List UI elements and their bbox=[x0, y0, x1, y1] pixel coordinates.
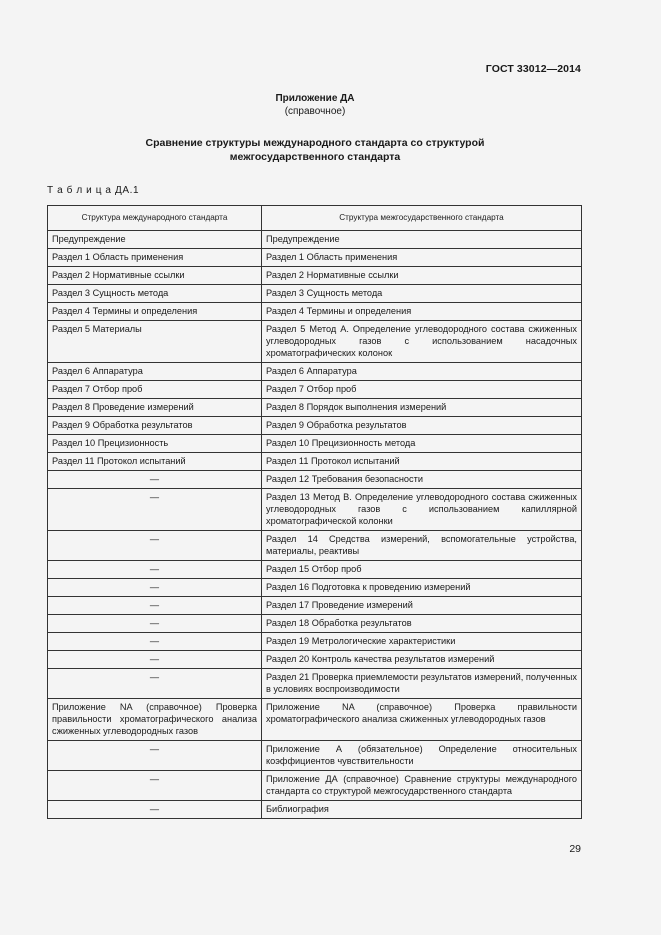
cell-international: Раздел 1 Область применения bbox=[48, 249, 262, 267]
cell-international: — bbox=[48, 801, 262, 819]
table-row bbox=[48, 615, 582, 633]
table-row bbox=[48, 363, 582, 381]
table-row bbox=[48, 597, 582, 615]
page-title-line-2: межгосударственного стандарта bbox=[229, 151, 401, 163]
table-row bbox=[48, 741, 582, 771]
table-row bbox=[48, 267, 582, 285]
cell-interstate: Раздел 15 Отбор проб bbox=[262, 561, 582, 579]
table-row bbox=[48, 285, 582, 303]
cell-interstate: Приложение NA (справочное) Проверка правильности хроматографического анализа сжиженных углеводородных газов bbox=[262, 699, 582, 741]
table-row bbox=[48, 699, 582, 741]
table-row bbox=[48, 489, 582, 531]
table-row bbox=[48, 801, 582, 819]
cell-interstate: Библиография bbox=[262, 801, 582, 819]
cell-interstate: Раздел 4 Термины и определения bbox=[262, 303, 582, 321]
cell-interstate: Раздел 20 Контроль качества результатов измерений bbox=[262, 651, 582, 669]
annex-title: Приложение ДА bbox=[275, 93, 355, 104]
page-title bbox=[0, 136, 630, 164]
cell-international: Раздел 7 Отбор проб bbox=[48, 381, 262, 399]
cell-interstate: Раздел 11 Протокол испытаний bbox=[262, 453, 582, 471]
page-title-line-1: Сравнение структуры международного стандарта со структурой bbox=[145, 137, 485, 149]
cell-international: — bbox=[48, 633, 262, 651]
cell-international: — bbox=[48, 561, 262, 579]
cell-interstate: Предупреждение bbox=[262, 231, 582, 249]
cell-interstate: Раздел 5 Метод А. Определение углеводородного состава сжиженных углеводородных газов с использованием насадочных хроматографических колонок bbox=[262, 321, 582, 363]
cell-interstate: Приложение ДА (справочное) Сравнение структуры международного стандарта со структурой межгосударственного стандарта bbox=[262, 771, 582, 801]
cell-international: Раздел 2 Нормативные ссылки bbox=[48, 267, 262, 285]
table-header-row bbox=[48, 206, 582, 231]
cell-international: Приложение NA (справочное) Проверка правильности хроматографического анализа сжиженных углеводородных газов bbox=[48, 699, 262, 741]
cell-international: Раздел 4 Термины и определения bbox=[48, 303, 262, 321]
table-body bbox=[48, 231, 582, 819]
column-header-interstate: Структура межгосударственного стандарта bbox=[262, 206, 582, 231]
table-row bbox=[48, 669, 582, 699]
cell-international: — bbox=[48, 651, 262, 669]
cell-international: Раздел 3 Сущность метода bbox=[48, 285, 262, 303]
cell-international: Раздел 11 Протокол испытаний bbox=[48, 453, 262, 471]
standard-number: ГОСТ 33012—2014 bbox=[485, 63, 581, 75]
table-label: Т а б л и ц а ДА.1 bbox=[47, 185, 140, 196]
table-row bbox=[48, 231, 582, 249]
cell-international: — bbox=[48, 489, 262, 531]
cell-interstate: Раздел 6 Аппаратура bbox=[262, 363, 582, 381]
cell-interstate: Приложение А (обязательное) Определение относительных коэффициентов чувствительности bbox=[262, 741, 582, 771]
table-row bbox=[48, 321, 582, 363]
cell-interstate: Раздел 3 Сущность метода bbox=[262, 285, 582, 303]
cell-international: — bbox=[48, 669, 262, 699]
cell-international: Раздел 8 Проведение измерений bbox=[48, 399, 262, 417]
comparison-table bbox=[47, 205, 582, 819]
cell-international: — bbox=[48, 597, 262, 615]
cell-interstate: Раздел 10 Прецизионность метода bbox=[262, 435, 582, 453]
table-row bbox=[48, 249, 582, 267]
cell-interstate: Раздел 7 Отбор проб bbox=[262, 381, 582, 399]
cell-interstate: Раздел 8 Порядок выполнения измерений bbox=[262, 399, 582, 417]
annex-type: (справочное) bbox=[284, 106, 346, 117]
cell-international: Раздел 10 Прецизионность bbox=[48, 435, 262, 453]
cell-interstate: Раздел 9 Обработка результатов bbox=[262, 417, 582, 435]
column-header-international: Структура международного стандарта bbox=[48, 206, 262, 231]
cell-interstate: Раздел 12 Требования безопасности bbox=[262, 471, 582, 489]
cell-interstate: Раздел 18 Обработка результатов bbox=[262, 615, 582, 633]
cell-international: Раздел 9 Обработка результатов bbox=[48, 417, 262, 435]
cell-international: — bbox=[48, 531, 262, 561]
table-row bbox=[48, 579, 582, 597]
table-row bbox=[48, 633, 582, 651]
cell-international: Раздел 6 Аппаратура bbox=[48, 363, 262, 381]
table-row bbox=[48, 531, 582, 561]
cell-interstate: Раздел 17 Проведение измерений bbox=[262, 597, 582, 615]
table-row bbox=[48, 561, 582, 579]
annex-heading bbox=[0, 92, 630, 118]
table-row bbox=[48, 399, 582, 417]
table-row bbox=[48, 453, 582, 471]
table-row bbox=[48, 381, 582, 399]
cell-interstate: Раздел 21 Проверка приемлемости результатов измерений, полученных в условиях воспроизводимости bbox=[262, 669, 582, 699]
cell-international: — bbox=[48, 579, 262, 597]
table-row bbox=[48, 651, 582, 669]
table-row bbox=[48, 471, 582, 489]
table-row bbox=[48, 435, 582, 453]
cell-interstate: Раздел 16 Подготовка к проведению измерений bbox=[262, 579, 582, 597]
page-number: 29 bbox=[569, 843, 581, 855]
cell-international: — bbox=[48, 471, 262, 489]
cell-interstate: Раздел 14 Средства измерений, вспомогательные устройства, материалы, реактивы bbox=[262, 531, 582, 561]
cell-international: — bbox=[48, 741, 262, 771]
cell-interstate: Раздел 13 Метод В. Определение углеводородного состава сжиженных углеводородных газов с использованием капиллярной хроматографической колонки bbox=[262, 489, 582, 531]
cell-interstate: Раздел 19 Метрологические характеристики bbox=[262, 633, 582, 651]
table-row bbox=[48, 417, 582, 435]
cell-international: — bbox=[48, 615, 262, 633]
cell-interstate: Раздел 2 Нормативные ссылки bbox=[262, 267, 582, 285]
cell-interstate: Раздел 1 Область применения bbox=[262, 249, 582, 267]
cell-international: Предупреждение bbox=[48, 231, 262, 249]
table-row bbox=[48, 303, 582, 321]
cell-international: Раздел 5 Материалы bbox=[48, 321, 262, 363]
cell-international: — bbox=[48, 771, 262, 801]
table-row bbox=[48, 771, 582, 801]
